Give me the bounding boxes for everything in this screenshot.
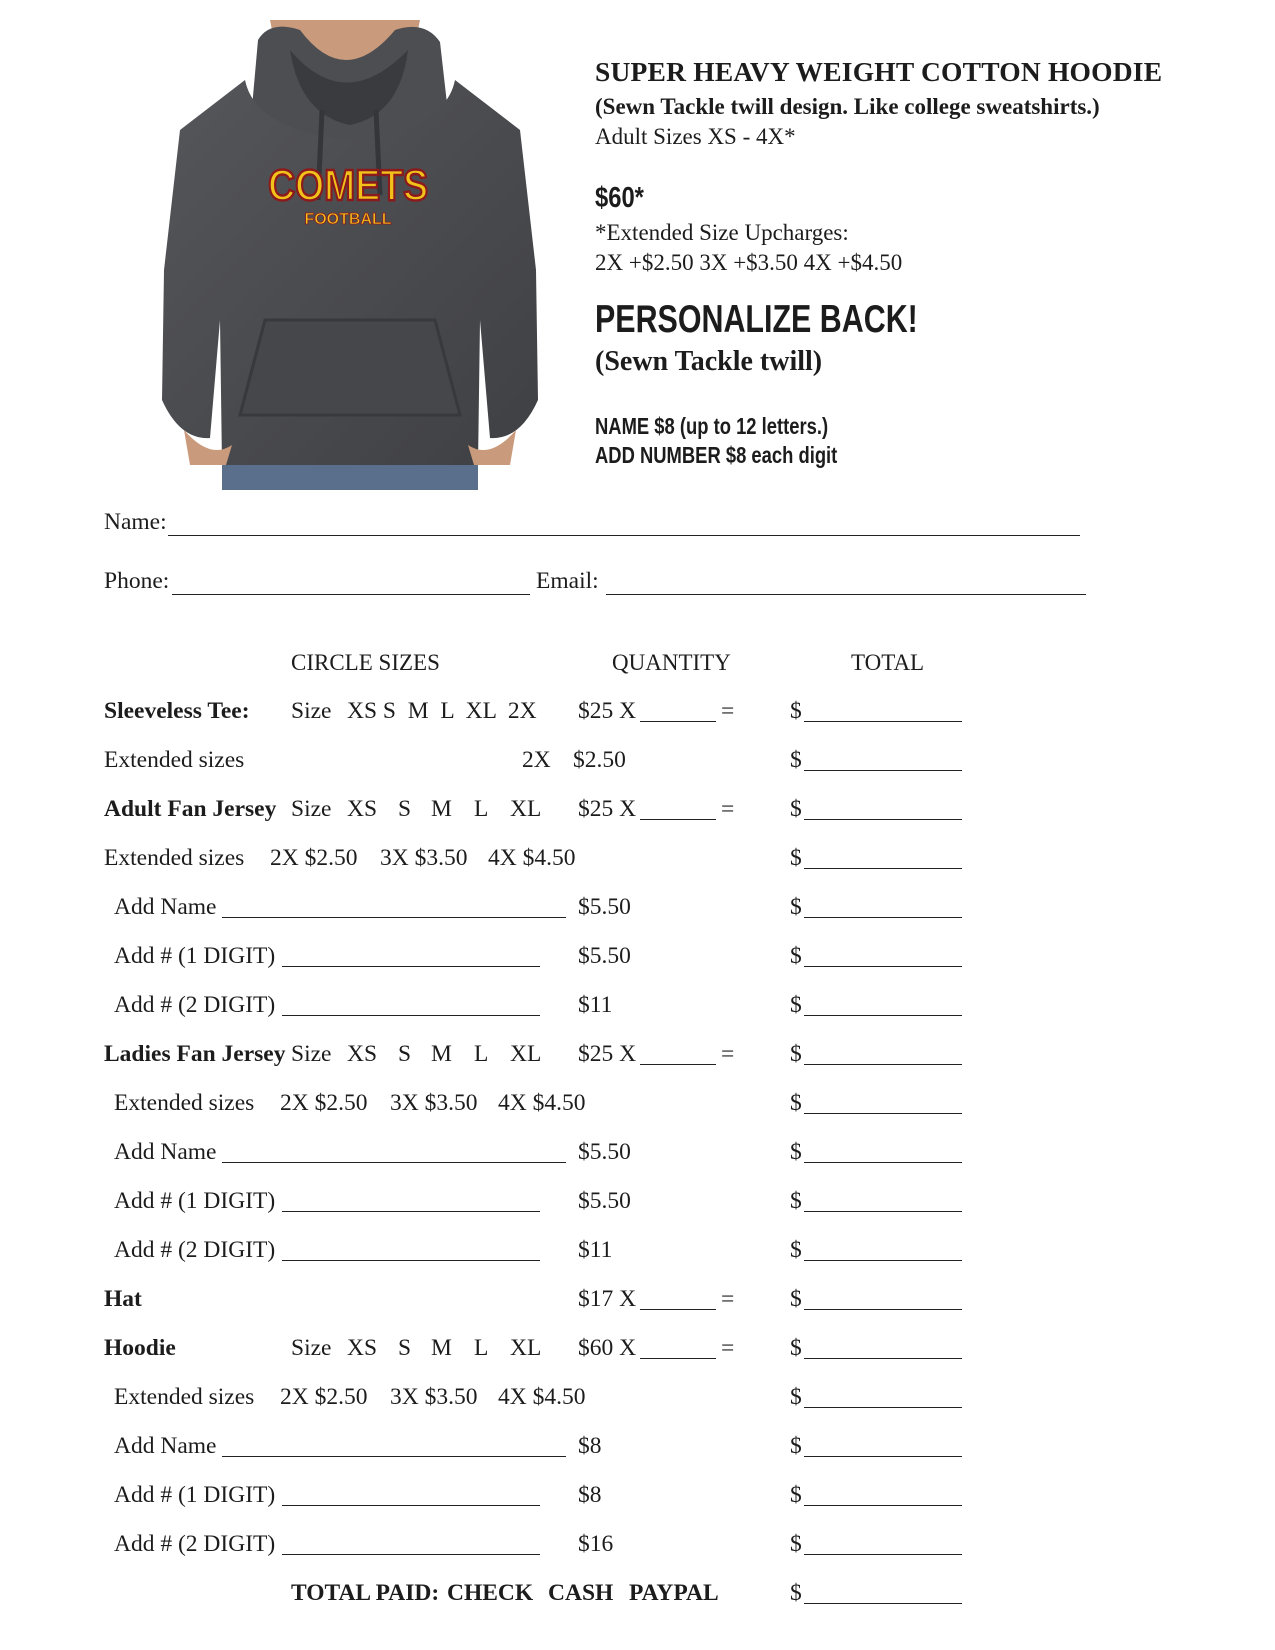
number-text-field[interactable]: [282, 1260, 540, 1261]
row-label: Hoodie: [104, 1335, 176, 1361]
number-text-field[interactable]: [282, 1015, 540, 1016]
row-label: Add Name: [114, 894, 217, 920]
total-paid-label: TOTAL PAID:: [291, 1580, 440, 1606]
name-label: Name:: [104, 509, 167, 535]
unit-price: $25 X: [578, 1041, 637, 1067]
quantity-field[interactable]: [640, 1064, 716, 1065]
total-field[interactable]: [804, 1113, 962, 1114]
row-label: Add Name: [114, 1139, 217, 1165]
size-word: Size: [291, 1335, 332, 1361]
unit-price: $2.50: [573, 747, 626, 773]
header-circle-sizes: CIRCLE SIZES: [291, 650, 440, 675]
extended-option-3x[interactable]: 3X $3.50: [390, 1090, 478, 1116]
unit-price: $5.50: [578, 1188, 631, 1214]
email-label: Email:: [536, 568, 599, 594]
product-sizes: Adult Sizes XS - 4X*: [595, 124, 796, 149]
extended-option-2x[interactable]: 2X $2.50: [280, 1384, 368, 1410]
row-label: Hat: [104, 1286, 142, 1312]
unit-price: $8: [578, 1433, 602, 1459]
total-field[interactable]: [804, 1407, 962, 1408]
equals-sign: =: [721, 1041, 735, 1067]
unit-price: $25 X: [578, 698, 637, 724]
extended-size-option[interactable]: 2X: [522, 747, 551, 773]
total-field[interactable]: [804, 770, 962, 771]
personalize-heading: PERSONALIZE BACK!: [595, 298, 918, 341]
size-option-m[interactable]: M: [431, 796, 452, 822]
phone-label: Phone:: [104, 568, 170, 594]
size-word: Size: [291, 1041, 332, 1067]
number-text-field[interactable]: [282, 966, 540, 967]
dollar-sign: $: [790, 1237, 802, 1263]
quantity-field[interactable]: [640, 721, 716, 722]
product-price: $60*: [595, 182, 644, 214]
size-option-xs[interactable]: XS: [347, 1041, 378, 1067]
email-field[interactable]: [606, 594, 1086, 595]
dollar-sign: $: [790, 1433, 802, 1459]
name-text-field[interactable]: [222, 1456, 566, 1457]
unit-price: $17 X: [578, 1286, 637, 1312]
total-field[interactable]: [804, 1309, 962, 1310]
dollar-sign: $: [790, 1384, 802, 1410]
product-title: SUPER HEAVY WEIGHT COTTON HOODIE: [595, 56, 1163, 87]
dollar-sign: $: [790, 1482, 802, 1508]
dollar-sign: $: [790, 1188, 802, 1214]
product-subtitle: (Sewn Tackle twill design. Like college sweatshirts.): [595, 94, 1100, 119]
name-field[interactable]: [168, 535, 1080, 536]
extended-option-3x[interactable]: 3X $3.50: [380, 845, 468, 871]
size-option-s[interactable]: S: [398, 1335, 412, 1361]
quantity-field[interactable]: [640, 1309, 716, 1310]
total-field[interactable]: [804, 1554, 962, 1555]
row-label: Ladies Fan Jersey: [104, 1041, 286, 1067]
size-word: Size: [291, 796, 332, 822]
row-label: Extended sizes: [114, 1384, 255, 1410]
total-field[interactable]: [804, 1505, 962, 1506]
equals-sign: =: [721, 1286, 735, 1312]
name-text-field[interactable]: [222, 1162, 566, 1163]
unit-price: $11: [578, 1237, 613, 1263]
size-option-xl[interactable]: XL: [510, 796, 542, 822]
row-label: Add # (1 DIGIT): [114, 1482, 276, 1508]
unit-price: $5.50: [578, 943, 631, 969]
dollar-sign: $: [790, 1139, 802, 1165]
unit-price: $60 X: [578, 1335, 637, 1361]
equals-sign: =: [721, 698, 735, 724]
unit-price: $8: [578, 1482, 602, 1508]
total-field[interactable]: [804, 1162, 962, 1163]
row-label: Add # (2 DIGIT): [114, 1531, 276, 1557]
number-text-field[interactable]: [282, 1505, 540, 1506]
total-paid-field[interactable]: [804, 1603, 962, 1604]
row-label: Add # (1 DIGIT): [114, 943, 276, 969]
extended-option-2x[interactable]: 2X $2.50: [280, 1090, 368, 1116]
equals-sign: =: [721, 1335, 735, 1361]
size-option-xs[interactable]: XS: [347, 1335, 378, 1361]
header-total: TOTAL: [851, 650, 925, 675]
dollar-sign: $: [790, 1090, 802, 1116]
number-text-field[interactable]: [282, 1554, 540, 1555]
dollar-sign: $: [790, 1041, 802, 1067]
quantity-field[interactable]: [640, 1358, 716, 1359]
size-option-xl[interactable]: XL: [510, 1041, 542, 1067]
unit-price: $5.50: [578, 894, 631, 920]
total-field[interactable]: [804, 966, 962, 967]
upcharge-values: 2X +$2.50 3X +$3.50 4X +$4.50: [595, 250, 903, 275]
row-label: Extended sizes: [104, 747, 245, 773]
dollar-sign: $: [790, 1335, 802, 1361]
extended-option-4x[interactable]: 4X $4.50: [498, 1384, 586, 1410]
dollar-sign: $: [790, 894, 802, 920]
total-field[interactable]: [804, 1064, 962, 1065]
equals-sign: =: [721, 796, 735, 822]
total-field[interactable]: [804, 1211, 962, 1212]
dollar-sign: $: [790, 992, 802, 1018]
unit-price: $5.50: [578, 1139, 631, 1165]
row-label: Extended sizes: [104, 845, 245, 871]
extended-option-4x[interactable]: 4X $4.50: [498, 1090, 586, 1116]
row-label: Sleeveless Tee:: [104, 698, 250, 724]
size-option-s[interactable]: S: [398, 796, 412, 822]
hoodie-product-image: [150, 20, 550, 490]
dollar-sign: $: [790, 943, 802, 969]
personalize-subtitle: (Sewn Tackle twill): [595, 346, 823, 377]
dollar-sign: $: [790, 1286, 802, 1312]
row-label: Add # (2 DIGIT): [114, 992, 276, 1018]
total-field[interactable]: [804, 917, 962, 918]
row-label: Adult Fan Jersey: [104, 796, 277, 822]
payment-option-check[interactable]: CHECK: [447, 1580, 534, 1606]
row-label: Extended sizes: [114, 1090, 255, 1116]
dollar-sign: $: [790, 698, 802, 724]
size-options[interactable]: XS S M L XL 2X: [347, 698, 537, 724]
row-label: Add # (2 DIGIT): [114, 1237, 276, 1263]
unit-price: $11: [578, 992, 613, 1018]
extended-option-2x[interactable]: 2X $2.50: [270, 845, 358, 871]
dollar-sign: $: [790, 796, 802, 822]
row-label: Add Name: [114, 1433, 217, 1459]
total-field[interactable]: [804, 1015, 962, 1016]
total-field[interactable]: [804, 1358, 962, 1359]
number-price-note: ADD NUMBER $8 each digit: [595, 442, 838, 468]
extended-option-4x[interactable]: 4X $4.50: [488, 845, 576, 871]
size-word: Size: [291, 698, 332, 724]
size-option-s[interactable]: S: [398, 1041, 412, 1067]
dollar-sign: $: [790, 1580, 802, 1606]
phone-field[interactable]: [172, 594, 530, 595]
dollar-sign: $: [790, 845, 802, 871]
size-option-l[interactable]: L: [474, 796, 489, 822]
size-option-xl[interactable]: XL: [510, 1335, 542, 1361]
name-price-note: NAME $8 (up to 12 letters.): [595, 413, 829, 439]
size-option-m[interactable]: M: [431, 1335, 452, 1361]
unit-price: $25 X: [578, 796, 637, 822]
size-option-l[interactable]: L: [474, 1335, 489, 1361]
header-quantity: QUANTITY: [612, 650, 731, 675]
size-option-xs[interactable]: XS: [347, 796, 378, 822]
total-field[interactable]: [804, 1456, 962, 1457]
total-field[interactable]: [804, 868, 962, 869]
number-text-field[interactable]: [282, 1211, 540, 1212]
dollar-sign: $: [790, 747, 802, 773]
total-field[interactable]: [804, 1260, 962, 1261]
hoodie-logo-sub: FOOTBALL: [304, 211, 392, 228]
unit-price: $16: [578, 1531, 614, 1557]
row-label: Add # (1 DIGIT): [114, 1188, 276, 1214]
name-text-field[interactable]: [222, 917, 566, 918]
payment-option-cash[interactable]: CASH: [548, 1580, 614, 1606]
upcharge-label: *Extended Size Upcharges:: [595, 220, 849, 245]
payment-option-paypal[interactable]: PAYPAL: [629, 1580, 719, 1606]
dollar-sign: $: [790, 1531, 802, 1557]
size-option-m[interactable]: M: [431, 1041, 452, 1067]
hoodie-logo-main: COMETS: [268, 160, 429, 210]
size-option-l[interactable]: L: [474, 1041, 489, 1067]
extended-option-3x[interactable]: 3X $3.50: [390, 1384, 478, 1410]
quantity-field[interactable]: [640, 819, 716, 820]
total-field[interactable]: [804, 721, 962, 722]
total-field[interactable]: [804, 819, 962, 820]
